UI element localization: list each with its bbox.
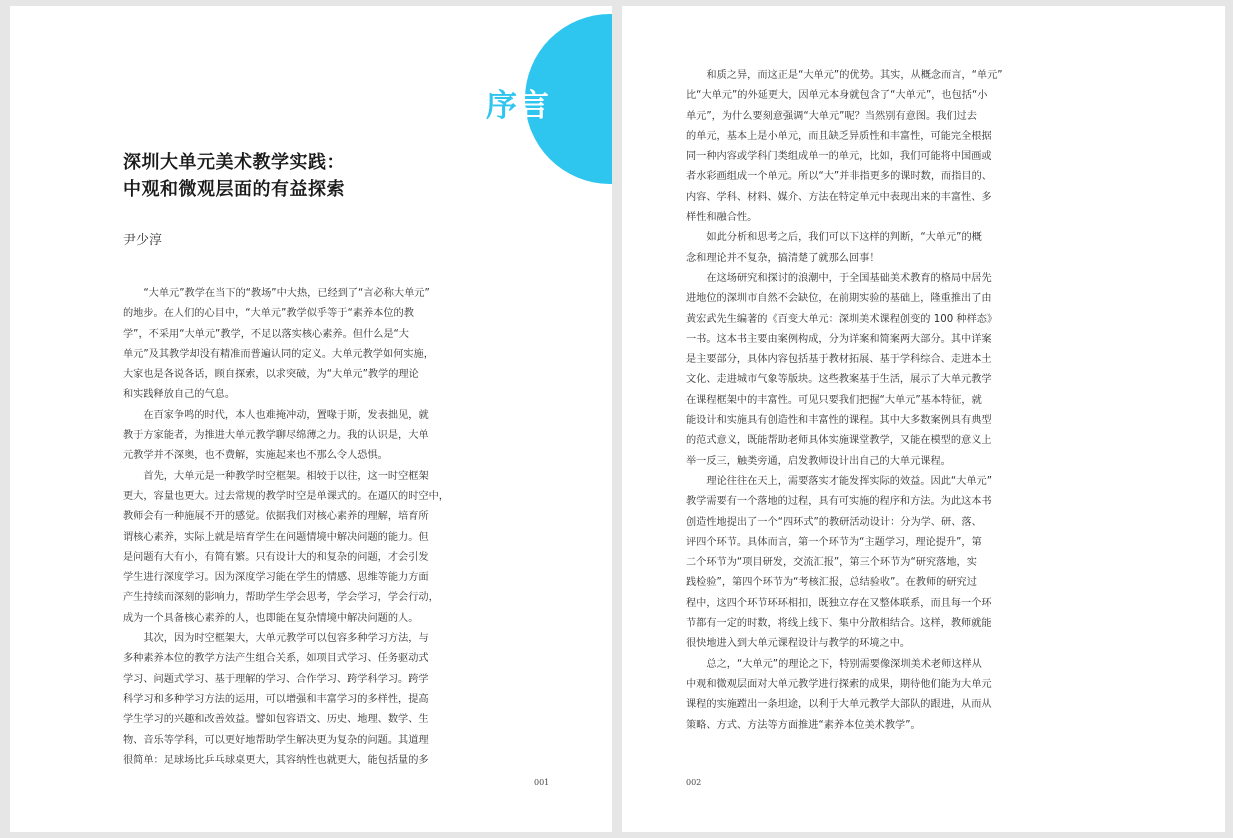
paragraph-line: 中观和微观层面对大单元教学进行探索的成果，期待他们能为大单元 xyxy=(686,678,992,690)
paragraph-line: 是主要部分，具体内容包括基于教材拓展、基于学科综合、走进本土 xyxy=(686,354,992,366)
paragraph-line: 二个环节为“项目研发，交流汇报”，第三个环节为“研究落地，实 xyxy=(686,557,977,569)
paragraph-line: 学习、问题式学习、基于理解的学习、合作学习、跨学科学习。跨学 xyxy=(123,673,429,685)
paragraph-line: 在这场研究和探讨的浪潮中，于全国基础美术教育的格局中居先 xyxy=(706,272,992,284)
paragraph-line: 创造性地提出了一个“四环式”的教研活动设计：分为学、研、落、 xyxy=(686,516,982,528)
paragraph-line: 比“大单元”的外延更大，因单元本身就包含了“大单元”，也包括“小 xyxy=(686,90,988,102)
page-number: 001 xyxy=(534,778,550,787)
paragraph-line: 产生持续而深刻的影响力，帮助学生学会思考，学会学习，学会行动， xyxy=(123,592,439,604)
paragraph-line: 理论往往在天上，需要落实才能发挥实际的效益。因此“大单元” xyxy=(706,475,993,487)
paragraph-line: 教于方家能者，为推进大单元教学聊尽绵薄之力。我的认识是，大单 xyxy=(123,430,429,442)
paragraph-line: 更大，容量也更大。过去常规的教学时空是单课式的。在逼仄的时空中， xyxy=(123,490,449,502)
paragraph-line: 黄宏武先生编著的《百变大单元：深圳美术课程创变的 100 种样态》 xyxy=(686,313,998,325)
paragraph-line: 进地位的深圳市自然不会缺位，在前期实验的基础上，隆重推出了由 xyxy=(686,293,992,305)
paragraph-line: 多种素养本位的教学方法产生组合关系，如项目式学习、任务驱动式 xyxy=(123,653,429,665)
right-page xyxy=(622,6,1225,832)
paragraph-line: 内容、学科、材料、媒介、方法在特定单元中表现出来的丰富性、多 xyxy=(686,191,992,203)
paragraph-line: 一书。这本书主要由案例构成，分为详案和简案两大部分。其中详案 xyxy=(686,333,992,345)
section-title xyxy=(486,80,550,125)
paragraph-line: 举一反三，触类旁通，启发教师设计出自己的大单元课程。 xyxy=(686,455,951,467)
body-text xyxy=(123,284,449,771)
paragraph-line: 教师会有一种施展不开的感觉。依据我们对核心素养的理解，培育所 xyxy=(123,511,429,523)
title-line: 深圳大单元美术教学实践： xyxy=(123,152,345,173)
paragraph-line: 总之，“大单元”的理论之下，特别需要像深圳美术老师这样从 xyxy=(706,658,982,670)
page-number: 002 xyxy=(686,778,702,787)
paragraph-line: 课程的实施蹚出一条坦途，以利于大单元教学大部队的跟进，从而从 xyxy=(686,699,992,711)
paragraph-line: 科学习和多种学习方法的运用，可以增强和丰富学习的多样性，提高 xyxy=(123,693,429,705)
paragraph-line: 践检验”，第四个环节为“考核汇报，总结验收”。在教师的研究过 xyxy=(686,577,977,589)
paragraph-line: 策略、方式、方法等方面推进“素养本位美术教学”。 xyxy=(686,719,921,731)
paragraph-line: 学生进行深度学习。因为深度学习能在学生的情感、思维等能力方面 xyxy=(123,572,429,584)
section-title-char-1: 序 xyxy=(486,88,518,124)
paragraph-line: 学生学习的兴趣和改善效益。譬如包容语文、历史、地理、数学、生 xyxy=(123,714,429,726)
paragraph-line: 念和理论并不复杂，搞清楚了就那么回事！ xyxy=(686,252,880,264)
paragraph-line: 同一种内容或学科门类组成单一的单元，比如，我们可能将中国画或 xyxy=(686,151,992,163)
paragraph-line: 在课程框架中的丰富性。可见只要我们把握“大单元”基本特征，就 xyxy=(686,394,982,406)
paragraph-line: 文化、走进城市气象等版块。这些教案基于生活，展示了大单元教学 xyxy=(686,374,992,386)
paragraph-line: 很简单：足球场比乒乓球桌更大，其容纳性也就更大，能包括量的多 xyxy=(123,754,429,766)
paragraph-line: 和实践释放自己的气息。 xyxy=(123,389,236,401)
paragraph-line: 的地步。在人们的心目中，“大单元”教学似乎等于“素养本位的教 xyxy=(123,308,414,320)
paragraph-line: 程中，这四个环节环环相扣，既独立存在又整体联系，而且每一个环 xyxy=(686,597,992,609)
paragraph-line: 首先，大单元是一种教学时空框架。相较于以往，这一时空框架 xyxy=(143,470,429,482)
paragraph-line: 的单元，基本上是小单元，而且缺乏异质性和丰富性，可能完全根据 xyxy=(686,130,992,142)
paragraph-line: 学”，不采用“大单元”教学，不足以落实核心素养。但什么是“大 xyxy=(123,328,409,340)
paragraph-line: 物、音乐等学科，可以更好地帮助学生解决更为复杂的问题。其道理 xyxy=(123,734,429,746)
left-page xyxy=(10,6,612,832)
title-line: 中观和微观层面的有益探索 xyxy=(123,179,345,200)
paragraph-line: 教学需要有一个落地的过程，具有可实施的程序和方法。为此这本书 xyxy=(686,496,992,508)
paragraph-line: 节都有一定的时数，将线上线下、集中分散相结合。这样，教师就能 xyxy=(686,618,992,630)
paragraph-line: 单元”及其教学却没有精准而普遍认同的定义。大单元教学如何实施， xyxy=(123,348,434,360)
author-name: 尹少淳 xyxy=(123,233,163,248)
document-title xyxy=(123,149,345,203)
paragraph-line: 大家也是各说各话，顾自探索，以求突破，为“大单元”教学的理论 xyxy=(123,369,419,381)
paragraph-line: 在百家争鸣的时代，本人也难掩冲动，置喙于斯，发表拙见，就 xyxy=(143,409,429,421)
paragraph-line: 能设计和实施具有创造性和丰富性的课程。其中大多数案例具有典型 xyxy=(686,415,992,427)
paragraph-line: 元教学并不深奥，也不费解，实施起来也不那么令人恐惧。 xyxy=(123,450,388,462)
paragraph-line: 其次，因为时空框架大，大单元教学可以包容多种学习方法，与 xyxy=(143,633,429,645)
paragraph-line: 成为一个具备核心素养的人，也即能在复杂情境中解决问题的人。 xyxy=(123,612,419,624)
paragraph-line: 和质之异，而这正是“大单元”的优势。其实，从概念而言，“单元” xyxy=(706,70,1003,81)
paragraph-line: 很快地进入到大单元课程设计与教学的环境之中。 xyxy=(686,638,911,650)
paragraph-line: 谓核心素养，实际上就是培育学生在问题情境中解决问题的能力。但 xyxy=(123,531,429,543)
paragraph-line: 样性和融合性。 xyxy=(686,212,758,224)
body-text xyxy=(686,66,1004,736)
paragraph-line: “大单元”教学在当下的“教场”中大热，已经到了“言必称大单元” xyxy=(143,288,430,299)
paragraph-line: 单元”，为什么要刻意强调“大单元”呢？当然别有意图。我们过去 xyxy=(686,110,977,122)
paragraph-line: 如此分析和思考之后，我们可以下这样的判断，“大单元”的概 xyxy=(706,232,982,244)
paragraph-line: 评四个环节。具体而言，第一个环节为“主题学习，理论提升”，第 xyxy=(686,536,982,548)
paragraph-line: 的范式意义，既能帮助老师具体实施课堂教学，又能在模型的意义上 xyxy=(686,435,992,447)
section-title-char-2: 言 xyxy=(518,88,550,124)
paragraph-line: 者水彩画组成一个单元。所以“大”并非指更多的课时数，而指目的、 xyxy=(686,171,992,183)
paragraph-line: 是问题有大有小，有简有繁。只有设计大的和复杂的问题，才会引发 xyxy=(123,551,429,563)
